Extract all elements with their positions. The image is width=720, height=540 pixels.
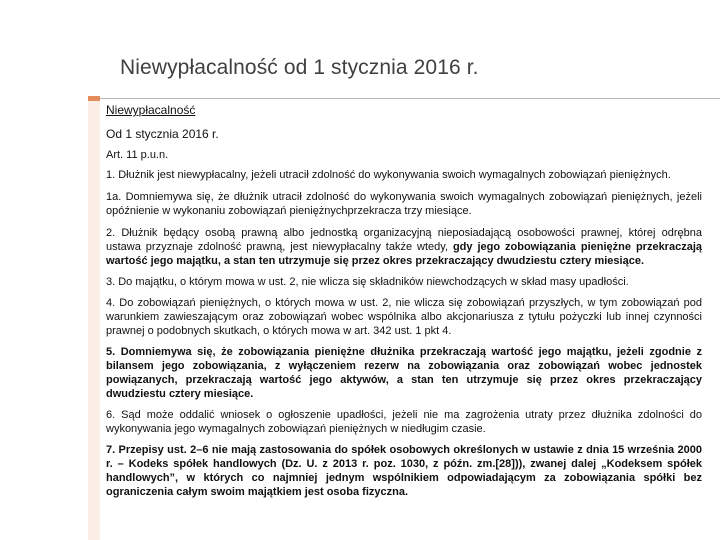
slide-title: Niewypłacalność od 1 stycznia 2016 r.: [120, 56, 479, 79]
title-divider: [100, 98, 720, 99]
paragraph-3: 3. Do majątku, o którym mowa w ust. 2, nie wlicza się składników niewchodzących w skład masy upadłości.: [106, 276, 629, 288]
paragraph-1: [106, 168, 702, 182]
paragraph-1-emphasis: jest niewypłacalny, jeżeli utracił zdolność do wykonywania swoich wymagalnych zobowiązań pieniężnych.: [157, 169, 671, 181]
accent-marker: [88, 96, 100, 101]
paragraph-2-text: 2. Dłużnik będący osobą prawną albo jednostką organizacyjną nieposiadającą osobowości prawnej, której odrębna ustawa przyznaje zdolność prawną, jest niewypłacalny także wtedy,: [106, 227, 702, 253]
paragraph-1a: [106, 190, 702, 218]
paragraph-2: [106, 226, 702, 268]
paragraph-1a-text: 1a. Domniemywa się, że dłużnik utracił zdolność do wykonywania swoich wymagalnych zobowiązań pieniężnych, jeżeli opóźnienie w wykonaniu zobowiązań pieniężnych: [106, 191, 702, 217]
paragraph-1-number: 1. Dłużnik: [106, 169, 158, 181]
accent-column: [88, 101, 100, 540]
article-number: Art. 11 p.u.n.: [106, 149, 169, 161]
heading-date: Od 1 stycznia 2016 r.: [106, 127, 219, 141]
paragraph-4: 4. Do zobowiązań pieniężnych, o których mowa w ust. 2, nie wlicza się zobowiązań przyszłych, w tym zobowiązań pod warunkiem zawieszającym oraz zobowiązań wobec wspólnika albo akcjonariusza z tytułu pożyczki lub innej czynności prawnej o podobnych skutkach, o których mowa w art. 342 ust. 1 pkt 4.: [106, 297, 702, 337]
heading-niewyplacalnosc: Niewypłacalność: [106, 103, 196, 117]
paragraph-6: 6. Sąd może oddalić wniosek o ogłoszenie upadłości, jeżeli nie ma zagrożenia utraty przez dłużnika zdolności do wykonywania jego wymagalnych zobowiązań pieniężnych w niedługim czasie.: [106, 409, 702, 435]
paragraph-5: 5. Domniemywa się, że zobowiązania pieniężne dłużnika przekraczają wartość jego majątku, jeżeli zgodnie z bilansem jego zobowiązania, z wyłączeniem rezerw na zobowiązania oraz zobowiązań wobec jednostek powiązanych, przekraczają wartość jego aktywów, a stan ten utrzymuje się przez okres przekraczający dwudziestu cztery miesiące.: [106, 346, 702, 400]
content-area: [106, 100, 702, 499]
paragraph-7: 7. Przepisy ust. 2–6 nie mają zastosowania do spółek osobowych określonych w ustawie z dnia 15 września 2000 r. – Kodeks spółek handlowych (Dz. U. z 2013 r. poz. 1030, z późn. zm.[28])), zwanej dalej „Kodeksem spółek handlowych”, w których co najmniej jednym wspólnikiem odpowiadającym za zobowiązania spółki bez ograniczenia całym swoim majątkiem jest osoba fizyczna.: [106, 444, 702, 498]
paragraph-1a-emphasis: przekracza trzy miesiące.: [347, 205, 472, 217]
paragraph-2-emphasis: gdy jego zobowiązania pieniężne przekraczają wartość jego majątku, a stan ten utrzymuje się przez okres przekraczający dwudziestu cztery miesiące.: [106, 241, 702, 267]
